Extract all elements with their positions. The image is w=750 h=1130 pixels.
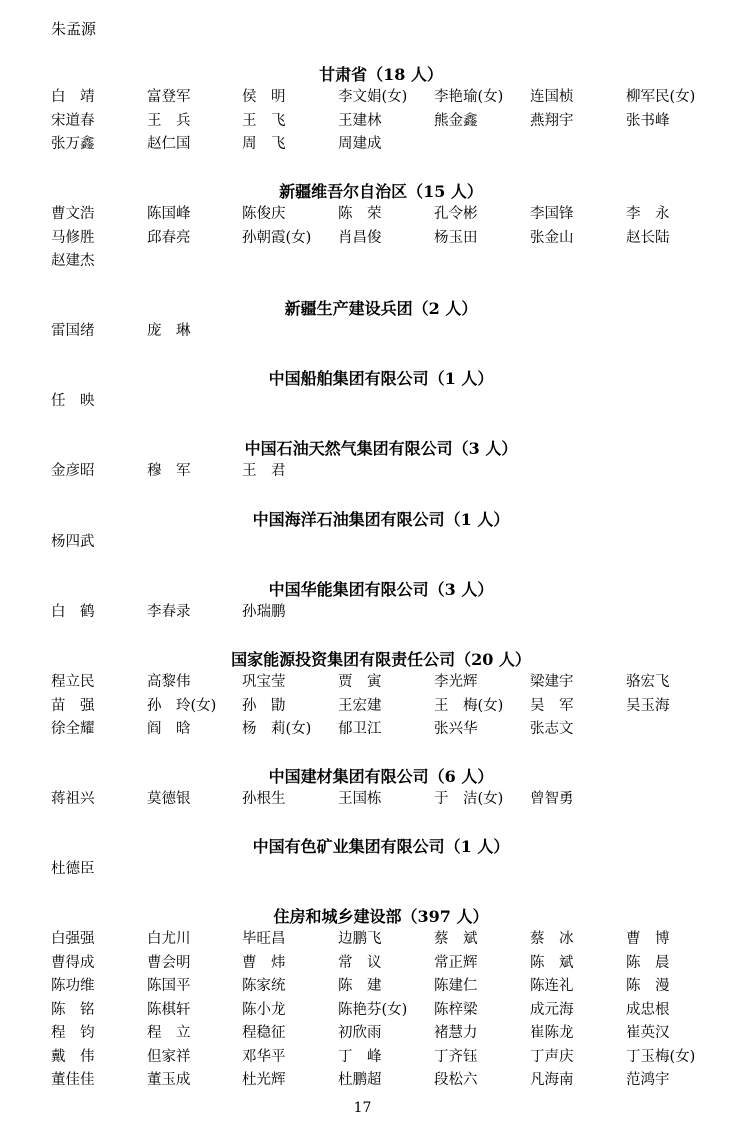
person-name: 陈家统 (242, 978, 286, 994)
section-2 (0, 298, 750, 344)
person-name: 李春录 (147, 604, 191, 620)
person-name: 骆宏飞 (626, 674, 670, 690)
person-name: 陈 建 (338, 978, 382, 994)
person-name: 郁卫江 (338, 721, 382, 737)
person-name: 金彦昭 (51, 463, 95, 479)
person-name: 杨四武 (51, 534, 95, 550)
person-name: 董玉成 (147, 1072, 191, 1088)
name-grid (51, 601, 750, 625)
section-title: 中国有色矿业集团有限公司（1 人） (252, 837, 510, 856)
person-name: 阎 晗 (147, 721, 191, 737)
person-name: 陈国平 (147, 978, 191, 994)
name-row (51, 320, 750, 344)
person-name: 陈梓梁 (434, 1001, 478, 1018)
person-name: 王 飞 (242, 112, 286, 129)
section-title: 甘肃省（18 人） (319, 65, 443, 84)
page-number: 17 (353, 1100, 372, 1116)
name-row (51, 695, 750, 719)
person-name: 苗 强 (51, 697, 95, 714)
person-name: 王 兵 (147, 112, 191, 129)
person-name: 富登军 (147, 89, 191, 105)
name-row (51, 788, 750, 812)
person-name: 李国锋 (530, 206, 574, 222)
person-name: 陈 晨 (626, 954, 670, 971)
person-name: 毕旺昌 (242, 931, 286, 947)
person-name: 曹得成 (51, 954, 95, 971)
person-name: 李 永 (626, 206, 670, 222)
person-name: 赵仁国 (147, 136, 191, 152)
person-name: 穆 军 (147, 463, 191, 479)
person-name: 吴 军 (530, 697, 574, 714)
person-name: 王 梅(女) (434, 697, 504, 714)
person-name: 陈小龙 (242, 1001, 286, 1018)
name-grid (51, 671, 750, 742)
person-name: 任 映 (51, 393, 95, 409)
person-name: 但家祥 (147, 1048, 191, 1065)
person-name: 王 君 (242, 463, 286, 479)
person-name: 李光辉 (434, 674, 478, 690)
name-row (51, 601, 750, 625)
person-name: 陈俊庆 (242, 206, 286, 222)
person-name: 梁建宇 (530, 674, 574, 690)
person-name: 陈功维 (51, 978, 95, 994)
section-title: 中国建材集团有限公司（6 人） (268, 767, 494, 786)
name-row (51, 531, 750, 555)
section-4 (0, 438, 750, 484)
person-name: 巩宝莹 (242, 674, 286, 690)
person-name: 常正辉 (434, 954, 478, 971)
person-name: 陈建仁 (434, 978, 478, 994)
person-name: 孙瑞鹏 (242, 604, 286, 620)
person-name: 孙 勖 (242, 697, 286, 714)
name-grid (51, 531, 750, 555)
person-name: 莫德银 (147, 791, 191, 807)
person-name: 李文娟(女) (338, 89, 408, 105)
person-name: 贾 寅 (338, 674, 382, 690)
person-name: 陈国峰 (147, 206, 191, 222)
name-row (51, 718, 750, 742)
person-name: 曹文浩 (51, 206, 95, 222)
person-name: 程稳征 (242, 1025, 286, 1041)
person-name: 曹 博 (626, 931, 670, 947)
person-name: 杜光辉 (242, 1072, 286, 1088)
name-row (51, 999, 750, 1023)
person-name: 宋道春 (51, 112, 95, 129)
name-row (51, 460, 750, 484)
name-row (51, 1046, 750, 1070)
person-name: 马修胜 (51, 229, 95, 246)
person-name: 常 议 (338, 954, 382, 971)
person-name: 吴玉海 (626, 697, 670, 714)
lead-name: 朱孟源 (51, 20, 97, 38)
name-grid (51, 86, 750, 157)
name-grid (51, 203, 750, 274)
name-row (51, 671, 750, 695)
name-row (51, 133, 750, 157)
section-3 (0, 368, 750, 414)
person-name: 段松六 (434, 1072, 478, 1088)
person-name: 成忠根 (626, 1001, 670, 1018)
name-row (51, 858, 750, 882)
person-name: 丁 峰 (338, 1048, 382, 1065)
person-name: 肖昌俊 (338, 229, 382, 246)
person-name: 张书峰 (626, 112, 670, 129)
name-grid (51, 788, 750, 812)
person-name: 成元海 (530, 1001, 574, 1018)
person-name: 白尤川 (147, 931, 191, 947)
person-name: 曹会明 (147, 954, 191, 971)
person-name: 崔陈龙 (530, 1025, 574, 1041)
person-name: 陈棋轩 (147, 1001, 191, 1018)
person-name: 白 鹤 (51, 604, 95, 620)
section-5 (0, 509, 750, 555)
person-name: 白 靖 (51, 89, 95, 105)
person-name: 边鹏飞 (338, 931, 382, 947)
person-name: 侯 明 (242, 89, 286, 105)
person-name: 孙根生 (242, 791, 286, 807)
person-name: 张金山 (530, 229, 574, 246)
name-row (51, 1022, 750, 1046)
section-title: 中国石油天然气集团有限公司（3 人） (244, 439, 518, 458)
name-row (51, 227, 750, 251)
person-name: 蔡 斌 (434, 931, 478, 947)
person-name: 孔令彬 (434, 206, 478, 222)
name-row (51, 86, 750, 110)
person-name: 连国桢 (530, 89, 574, 105)
person-name: 蒋祖兴 (51, 791, 95, 807)
person-name: 范鸿宇 (626, 1072, 670, 1088)
section-title: 新疆维吾尔自治区（15 人） (279, 182, 483, 201)
person-name: 崔英汉 (626, 1025, 670, 1041)
name-grid (51, 320, 750, 344)
person-name: 陈 荣 (338, 206, 382, 222)
person-name: 张志文 (530, 721, 574, 737)
person-name: 陈连礼 (530, 978, 574, 994)
name-row (51, 1069, 750, 1093)
person-name: 程 钧 (51, 1025, 95, 1041)
section-title: 国家能源投资集团有限责任公司（20 人） (231, 650, 531, 669)
person-name: 杨 莉(女) (242, 721, 312, 737)
name-row (51, 110, 750, 134)
person-name: 庞 琳 (147, 323, 191, 339)
person-name: 杨玉田 (434, 229, 478, 246)
person-name: 曾智勇 (530, 791, 574, 807)
person-name: 张万鑫 (51, 136, 95, 152)
person-name: 丁齐钰 (434, 1048, 478, 1065)
person-name: 陈 斌 (530, 954, 574, 971)
person-name: 燕翔宇 (530, 112, 574, 129)
section-title: 中国海洋石油集团有限公司（1 人） (252, 510, 510, 529)
person-name: 白强强 (51, 931, 95, 947)
person-name: 王建林 (338, 112, 382, 129)
person-name: 丁声庆 (530, 1048, 574, 1065)
person-name: 柳军民(女) (626, 89, 696, 105)
name-row (51, 928, 750, 952)
person-name: 雷国绪 (51, 323, 95, 339)
name-row (51, 390, 750, 414)
person-name: 李艳瑜(女) (434, 89, 504, 105)
section-title: 中国华能集团有限公司（3 人） (268, 580, 494, 599)
person-name: 王国栋 (338, 791, 382, 807)
name-grid (51, 390, 750, 414)
name-row (51, 250, 750, 274)
person-name: 戴 伟 (51, 1048, 95, 1065)
name-grid (51, 928, 750, 1093)
person-name: 丁玉梅(女) (626, 1048, 696, 1065)
person-name: 陈艳芬(女) (338, 1001, 408, 1018)
person-name: 王宏建 (338, 697, 382, 714)
name-row (51, 203, 750, 227)
person-name: 陈 漫 (626, 978, 670, 994)
person-name: 张兴华 (434, 721, 478, 737)
section-6 (0, 579, 750, 625)
person-name: 杜德臣 (51, 861, 95, 877)
person-name: 邓华平 (242, 1048, 286, 1065)
section-title: 住房和城乡建设部（397 人） (273, 907, 489, 926)
person-name: 孙 玲(女) (147, 697, 217, 714)
name-grid (51, 858, 750, 882)
person-name: 董佳佳 (51, 1072, 95, 1088)
person-name: 熊金鑫 (434, 112, 478, 129)
name-grid (51, 460, 750, 484)
person-name: 高黎伟 (147, 674, 191, 690)
person-name: 程立民 (51, 674, 95, 690)
section-9 (0, 836, 750, 882)
person-name: 于 洁(女) (434, 791, 504, 807)
section-1 (0, 181, 750, 274)
person-name: 赵建杰 (51, 253, 95, 269)
section-0 (0, 64, 750, 157)
person-name: 曹 炜 (242, 954, 286, 971)
section-title: 新疆生产建设兵团（2 人） (284, 299, 478, 318)
person-name: 程 立 (147, 1025, 191, 1041)
person-name: 初欣雨 (338, 1025, 382, 1041)
name-row (51, 952, 750, 976)
person-name: 凡海南 (530, 1072, 574, 1088)
section-8 (0, 766, 750, 812)
person-name: 周 飞 (242, 136, 286, 152)
person-name: 陈 铭 (51, 1001, 95, 1018)
person-name: 赵长陆 (626, 229, 670, 246)
person-name: 褚慧力 (434, 1025, 478, 1041)
section-7 (0, 649, 750, 742)
person-name: 杜鹏超 (338, 1072, 382, 1088)
person-name: 徐全耀 (51, 721, 95, 737)
person-name: 邱春亮 (147, 229, 191, 246)
person-name: 孙朝霞(女) (242, 229, 312, 246)
person-name: 蔡 冰 (530, 931, 574, 947)
person-name: 周建成 (338, 136, 382, 152)
name-row (51, 975, 750, 999)
section-title: 中国船舶集团有限公司（1 人） (268, 369, 494, 388)
section-10 (0, 906, 750, 1093)
